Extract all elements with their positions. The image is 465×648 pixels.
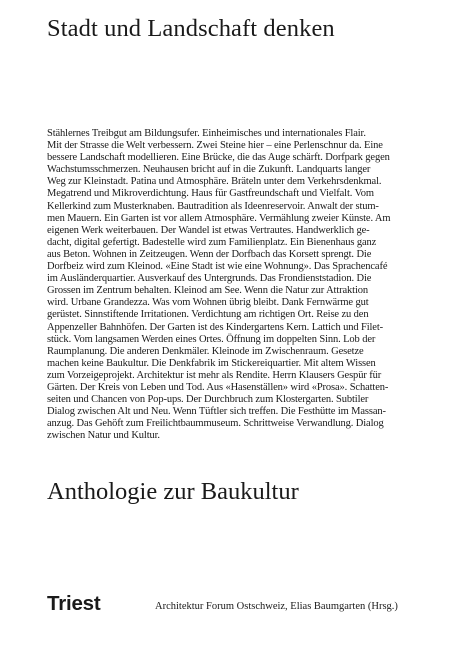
book-title: Stadt und Landschaft denken: [47, 15, 335, 42]
blurb-line: Megatrend und Mikroverdichtung. Haus für Gastfreundschaft und Vielfalt. Vom: [47, 188, 374, 200]
blurb-line: Grossen im Zentrum behalten. Kleinod am See. Wenn die Natur zur Attraktion: [47, 285, 369, 297]
blurb-line: Wachstumsschmerzen. Neuhausen bricht auf in die Zukunft. Landquarts langer: [47, 164, 371, 176]
blurb-line: stück. Vom langsamen Werden eines Ortes. Öffnung im doppelten Sinn. Lob der: [47, 333, 376, 345]
blurb-line: Stählernes Treibgut am Bildungsufer. Einheimisches und internationales Flair.: [47, 128, 366, 139]
blurb-line: im Ausländerquartier. Ausverkauf des Untergrunds. Das Frondienststadion. Die: [47, 273, 372, 285]
cover-blurb: [47, 128, 439, 442]
blurb-line: aus Beton. Wohnen in Zeitzeugen. Wenn der Dorfbach das Korsett sprengt. Die: [47, 248, 372, 260]
blurb-line: wird. Urbane Grandezza. Was vom Wohnen übrig bleibt. Dank Fernwärme gut: [47, 297, 369, 309]
blurb-line: gerüstet. Sinnstiftende Irritationen. Verdichtung am richtigen Ort. Reise zu den: [47, 309, 369, 321]
blurb-line: zum Vorzeigeprojekt. Architektur ist mehr als Rendite. Herrn Klausers Gespür für: [47, 369, 382, 381]
blurb-line: men Mauern. Ein Garten ist vor allem Atmosphäre. Vermählung zweier Künste. Am: [47, 212, 391, 224]
blurb-line: Kellerkind zum Musterknaben. Bautradition als Ideenreservoir. Anwalt der stum-: [47, 200, 379, 212]
blurb-line: Appenzeller Bahnhöfen. Der Garten ist des Kindergartens Kern. Lattich und Filet-: [47, 321, 384, 333]
blurb-line: Weg zur Kleinstadt. Patina und Atmosphäre. Bräteln unter dem Verkehrsdenkmal.: [47, 176, 382, 188]
blurb-line: Mit der Strasse die Welt verbessern. Zwei Steine hier – eine Perlenschnur da. Eine: [47, 140, 383, 152]
blurb-line: dacht, digital gefertigt. Badestelle wird zum Familienplatz. Ein Bienenhaus ganz: [47, 236, 377, 248]
blurb-line: anzug. Das Gehöft zum Freilichtbaummuseum. Schrittweise Verwandlung. Dialog: [47, 418, 384, 430]
book-subtitle: Anthologie zur Baukultur: [47, 478, 299, 505]
publisher-logo: Triest: [47, 592, 101, 615]
blurb-line: Dorfbeiz wird zum Kleinod. «Eine Stadt ist wie eine Wohnung». Das Sprachencafé: [47, 261, 388, 273]
blurb-line: bessere Landschaft modellieren. Eine Brücke, die das Auge schärft. Dorfpark gegen: [47, 152, 390, 164]
blurb-line: seiten und Chancen von Pop-ups. Der Durchbruch zum Klostergarten. Subtiler: [47, 394, 369, 406]
blurb-line: Raumplanung. Die anderen Denkmäler. Kleinode im Zwischenraum. Gesetze: [47, 345, 364, 357]
blurb-line: eigenen Werk weiterbauen. Der Wandel ist etwas Vertrautes. Handwerklich ge-: [47, 224, 370, 236]
blurb-line: Gärten. Der Kreis von Leben und Tod. Aus «Hasenställen» wird «Prosa». Schatten-: [47, 381, 389, 393]
blurb-line: machen keine Baukultur. Die Denkfabrik im Stickereiquartier. Mit altem Wissen: [47, 357, 376, 369]
authors-line: Architektur Forum Ostschweiz, Elias Baumgarten (Hrsg.): [155, 601, 398, 612]
blurb-line: Dialog zwischen Alt und Neu. Wenn Tüftler sich treffen. Die Festhütte im Massan-: [47, 406, 386, 418]
blurb-line: zwischen Natur und Kultur.: [47, 430, 160, 442]
